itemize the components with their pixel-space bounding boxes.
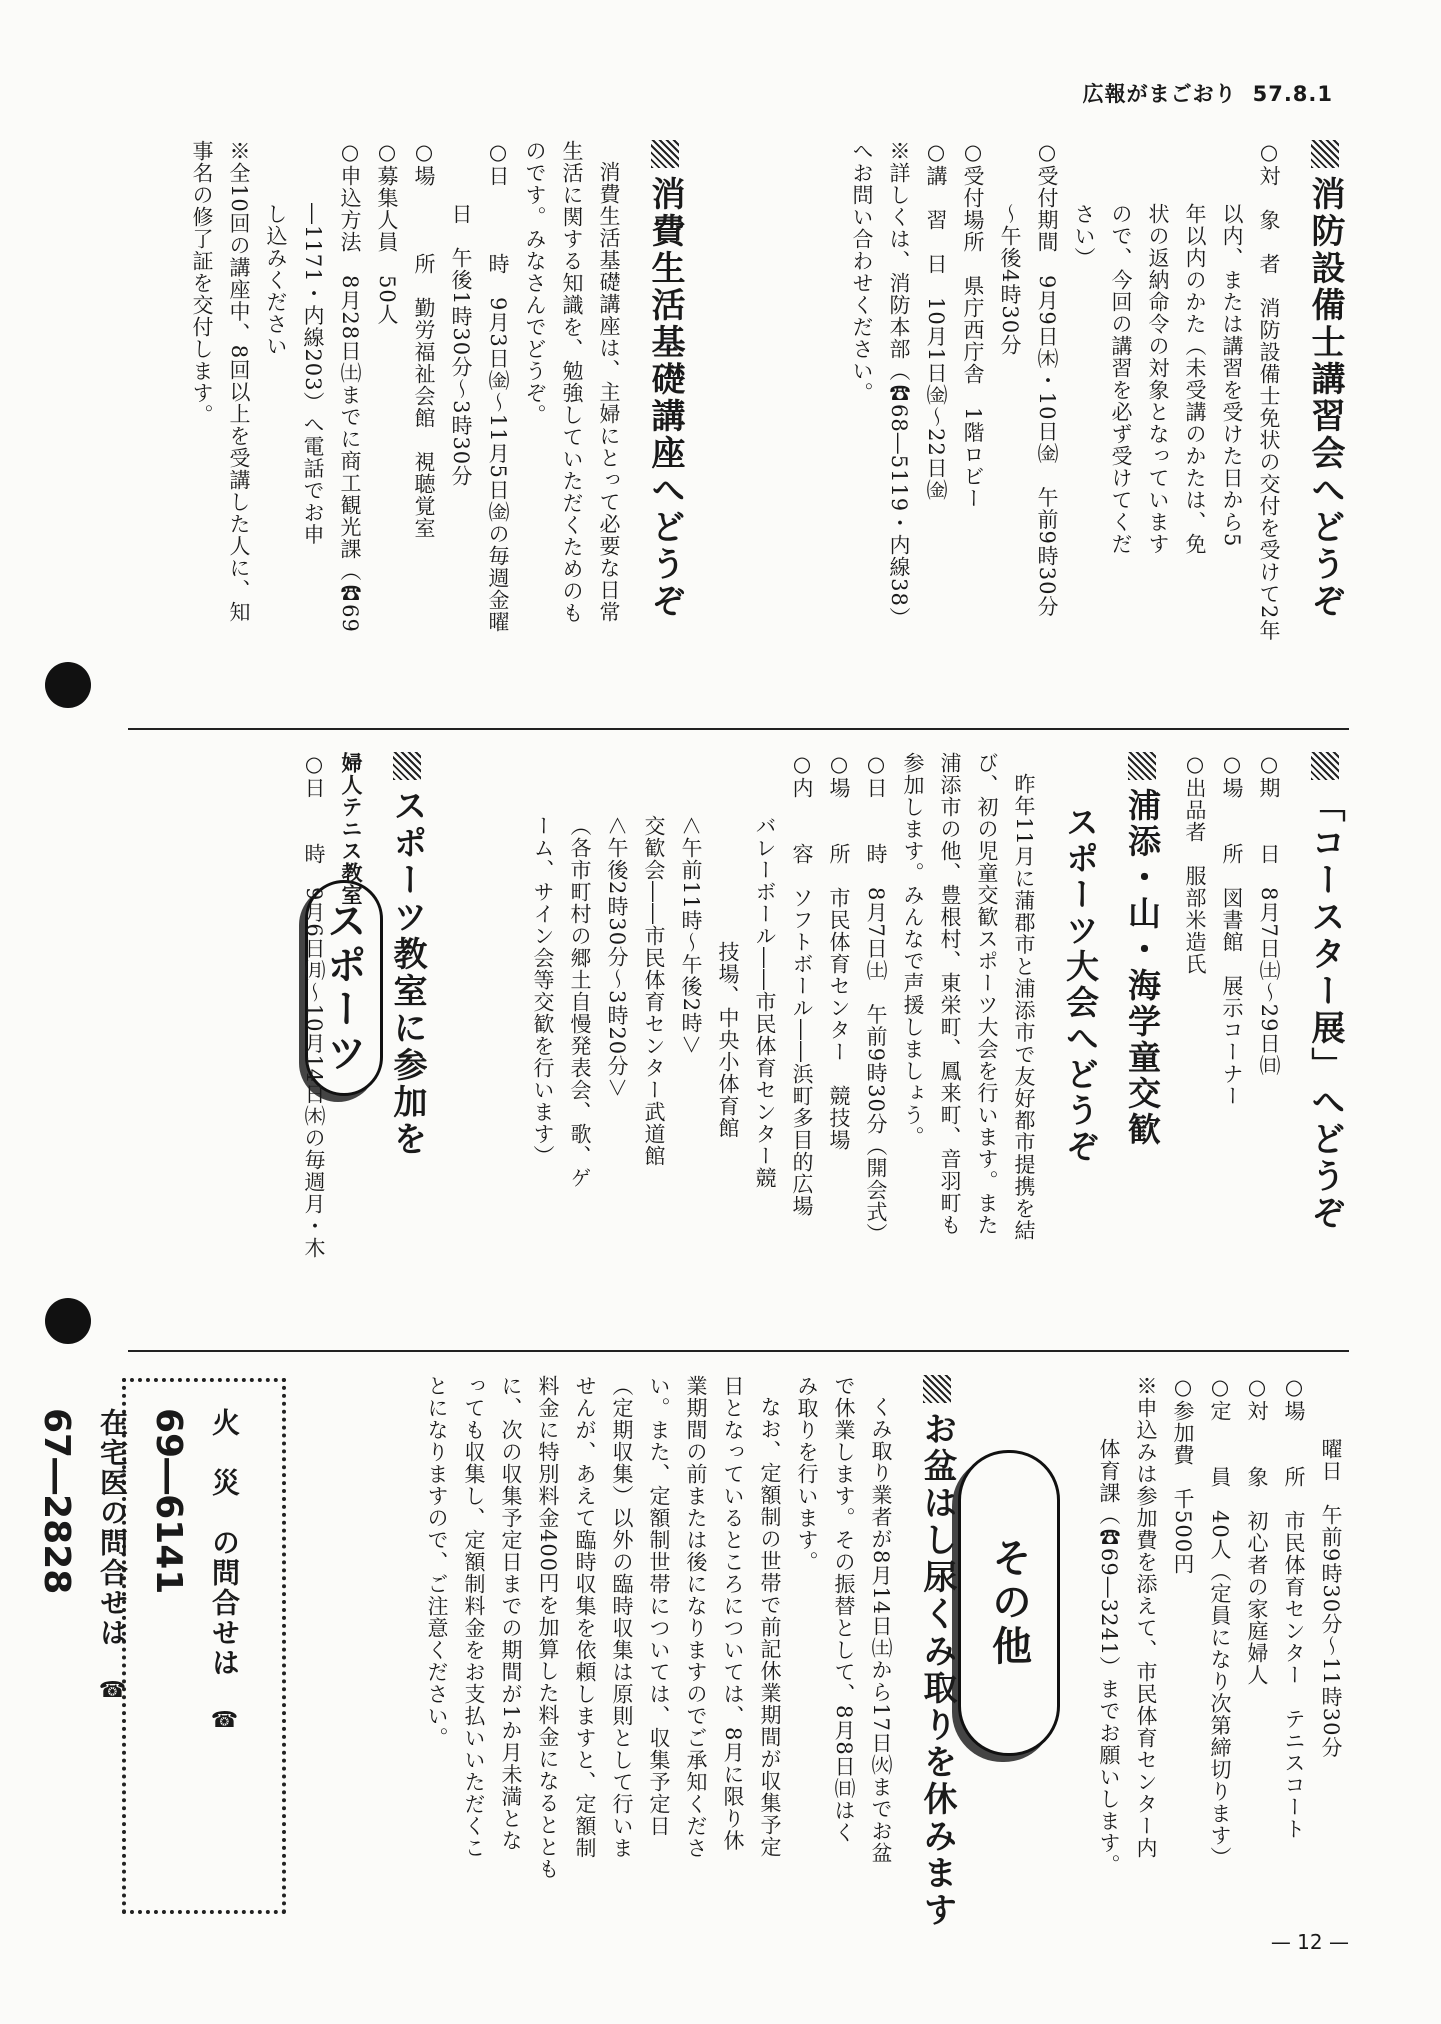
section-divider-upper [128, 728, 1349, 730]
heading-hatch-icon [1311, 140, 1339, 168]
shohi-line: し込みください [264, 203, 288, 357]
doctor-contact [28, 1408, 140, 1900]
obon-line: なお、定額制の世帯で前記休業期間が収集予定 [758, 1396, 782, 1858]
binder-hole-bottom [45, 1298, 91, 1344]
obon-line: とになりますので、ご注意ください。 [425, 1375, 449, 1749]
shohi-line: ○申込方法 8月28日㈯までに商工観光課（☎69 [338, 140, 362, 633]
sports-line: ○日 時 9月6日㈪〜10月14日㈭の毎週月・木 [302, 752, 326, 1260]
shohi-line: のです。みなさんでどうぞ。 [523, 140, 547, 426]
publication-date: 57.8.1 [1252, 82, 1333, 106]
obon-line: い。また、定額制世帯については、収集予定日 [647, 1375, 671, 1837]
shobo-line: ○講 習 日 10月1日㈮〜22日㈮ [924, 140, 948, 501]
sports-line: 曜日 午前9時30分〜11時30分 [1319, 1438, 1343, 1759]
sports-line: ○定 員 40人（定員になり次第締切ります） [1208, 1375, 1232, 1869]
urasoe-title: 浦添・山・海学童交歓 [1118, 752, 1166, 1332]
urasoe-line: （各市町村の郷土自慢発表会、歌、ゲ [568, 815, 592, 1189]
section-divider-lower [128, 1350, 1349, 1352]
doctor-contact-label: 在宅医の問合せは [96, 1408, 129, 1648]
heading-hatch-icon [1311, 752, 1339, 780]
obon-line: 料金に特別料金400円を加算した料金になるととも [536, 1375, 560, 1881]
urasoe-line: ○日 時 8月7日㈯ 午前9時30分（開会式） [864, 752, 888, 1245]
page-header [1083, 78, 1333, 108]
coaster-article [1179, 752, 1349, 1332]
heading-hatch-icon [651, 140, 679, 168]
shobo-line: 〜午後4時30分 [998, 203, 1022, 357]
page-number: — 12 — [1270, 1930, 1349, 1954]
heading-hatch-icon [393, 752, 421, 780]
sports-title: スポーツ教室に参加を [383, 752, 431, 1332]
fire-contact-number: 69―6141 [148, 1408, 189, 1595]
sports-article-continued [1029, 1375, 1349, 1935]
sports-line: ○対 象 初心者の家庭婦人 [1245, 1375, 1269, 1686]
shohi-title: 消費生活基礎講座へどうぞ [641, 140, 689, 715]
obon-line: み取りを行います。 [795, 1375, 819, 1573]
obon-title: お盆はし尿くみ取りを休みます [913, 1375, 961, 1935]
fire-contact [140, 1408, 252, 1900]
shohi-line: ○日 時 9月3日㈮〜11月5日㈮の毎週金曜 [486, 140, 510, 633]
urasoe-line: 技場、中央小体育館 [716, 941, 740, 1139]
sports-line: 体育課（☎69―3241）までお願いします。 [1097, 1438, 1121, 1877]
shohi-line: ○場 所 勤労福祉会館 視聴覚室 [412, 140, 436, 539]
urasoe-line: 交歓会――市民体育センター武道館 [642, 815, 666, 1167]
obon-line: （定期収集）以外の臨時収集は原則として行いま [610, 1375, 634, 1859]
coaster-line: ○期 日 8月7日㈯〜29日㈰ [1257, 752, 1281, 1077]
shohi-line: 日 午後1時30分〜3時30分 [449, 203, 473, 488]
urasoe-line: ○場 所 市民体育センター 競技場 [827, 752, 851, 1151]
obon-line: っても収集し、定額制料金をお支払いいただくこ [462, 1375, 486, 1859]
shobo-line: ○対 象 者 消防設備士免状の交付を受けて2年 [1257, 140, 1281, 642]
urasoe-line: ○内 容 ソフトボール――浜町多目的広場 [790, 752, 814, 1217]
shohi-line: ○募集人員 50人 [375, 140, 399, 326]
shobo-line: ○受付期間 9月9日㈭・10日㈮ 午前9時30分 [1035, 140, 1059, 618]
shobo-line: 状の返納命令の対象となっています [1146, 203, 1170, 555]
shohi-line: ※全10回の講座中、8回以上を受講した人に、知 [227, 140, 251, 624]
heading-hatch-icon [1128, 752, 1156, 780]
sports-line: ※申込みは参加費を添えて、市民体育センター内 [1134, 1375, 1158, 1859]
sports-line: ○参加費 千500円 [1171, 1375, 1195, 1576]
urasoe-title-2: スポーツ大会へどうぞ [1061, 804, 1100, 1165]
obon-article [281, 1375, 961, 1935]
shobo-title: 消防設備士講習会へどうぞ [1301, 140, 1349, 715]
contact-box [36, 1378, 286, 1914]
shobo-line: 年以内のかた（未受講のかたは、免 [1183, 203, 1207, 555]
obon-line: 日となっているところについては、8月に限り休 [721, 1375, 745, 1852]
urasoe-line: ーム、サイン会等交歓を行います） [531, 815, 555, 1167]
coaster-title: 「コースター展」へどうぞ [1301, 752, 1349, 1332]
urasoe-line: ＜午後2時30分〜3時20分＞ [605, 815, 629, 1100]
shobo-line: ○受付場所 県庁西庁舎 1階ロビー [961, 140, 985, 510]
urasoe-line: び、初の児童交歓スポーツ大会を行います。また [975, 752, 999, 1236]
coaster-line: ○出品者 服部米造氏 [1183, 752, 1207, 975]
sports-line: ○場 所 市民体育センター テニスコート [1282, 1375, 1306, 1840]
urasoe-article [486, 752, 1166, 1332]
obon-line: せんが、あえて臨時収集を依頼しますと、定額制 [573, 1375, 597, 1859]
sports-subtitle: 婦人テニス教室 [339, 752, 363, 906]
urasoe-line: ＜午前11時〜午後2時＞ [679, 815, 703, 1057]
sports-article [211, 752, 431, 1332]
doctor-contact-number: 67―2828 [36, 1408, 77, 1595]
phone-icon: ☎ [212, 1708, 237, 1735]
urasoe-line: バレーボール――市民体育センター競 [753, 815, 777, 1189]
publication-title: 広報がまごおり [1082, 82, 1237, 106]
heading-hatch-icon [923, 1375, 951, 1403]
shobo-line: ので、今回の講習を必ず受けてくだ [1109, 203, 1133, 555]
shohi-line: 生活に関する知識を、勉強していただくためのも [560, 140, 584, 624]
shobo-line: さい） [1072, 203, 1096, 269]
shohi-line: ―1171・内線203）へ電話でお申 [301, 203, 325, 546]
shobo-line: へお問い合わせください。 [850, 140, 874, 404]
obon-line: に、次の収集予定日までの期間が1か月未満とな [499, 1375, 523, 1852]
obon-line: 業期間の前または後になりますのでご承知くださ [684, 1375, 708, 1859]
phone-icon: ☎ [100, 1678, 125, 1705]
shohi-article [79, 140, 689, 715]
fire-contact-label: 火 災 の問合せは [208, 1408, 241, 1678]
shohi-line: 消費生活基礎講座は、主婦にとって必要な日常 [597, 161, 621, 623]
shobo-line: ※詳しくは、消防本部（☎68―5119・内線38） [887, 140, 911, 629]
shobo-article [699, 140, 1349, 715]
other-section-badge: その他 [958, 1450, 1060, 1756]
coaster-line: ○場 所 図書館 展示コーナー [1220, 752, 1244, 1107]
urasoe-line: 参加します。みんなで声援しましょう。 [901, 752, 925, 1148]
obon-line: で休業します。その振替として、8月8日㈰はく [832, 1375, 856, 1844]
urasoe-line: 昨年11月に蒲郡市と浦添市で友好都市提携を結 [1012, 773, 1036, 1242]
urasoe-line: 浦添市の他、豊根村、東栄町、鳳来町、音羽町も [938, 752, 962, 1236]
shobo-line: 以内、または講習を受けた日から5 [1220, 203, 1244, 548]
shohi-line: 事名の修了証を交付します。 [190, 140, 214, 426]
sports-section-badge: スポーツ [305, 880, 383, 1096]
obon-line: くみ取り業者が8月14日㈯から17日㈫までお盆 [869, 1396, 893, 1864]
